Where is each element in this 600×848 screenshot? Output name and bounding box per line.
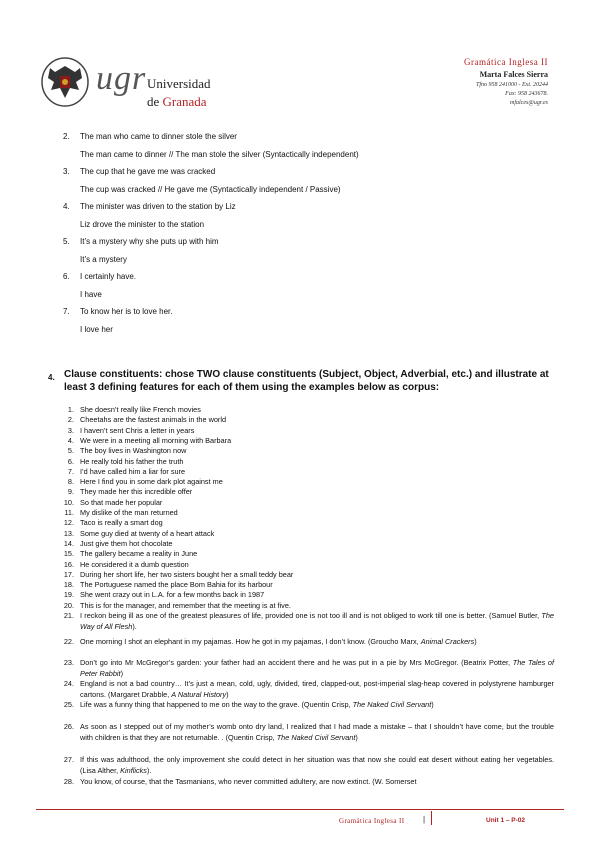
example-text: [80, 658, 554, 679]
example-number: 11.: [64, 508, 74, 517]
example-source-title: The Tales of Peter Rabbit: [80, 658, 555, 678]
example-number: 22.: [63, 637, 74, 646]
example-number: 14.: [63, 538, 74, 548]
example-quote: I reckon being ill as one of the greatest pleasures of life, provided one is not too ill and is not obliged to work till one is better. (Samuel Butler,: [80, 611, 542, 620]
example-number: 24.: [63, 679, 74, 688]
example-text: My dislike of the man returned: [80, 508, 178, 517]
example-number: 16.: [63, 559, 74, 569]
example-text: You know, of course, that the Tasmanians, who never committed adultery, are now extinct. (W. Somerset: [80, 777, 417, 786]
example-number: 20.: [63, 600, 74, 610]
item-answer: I love her: [80, 325, 113, 334]
example-source-title: Animal Crackers: [420, 637, 475, 646]
example-number: 18.: [63, 580, 74, 590]
university-crest-icon: [40, 56, 90, 108]
university-de: de: [147, 94, 160, 109]
example-number: 7.: [67, 466, 74, 476]
teacher-name: Marta Falces Sierra: [479, 70, 548, 79]
example-text: During her short life, her two sisters bought her a small teddy bear: [80, 569, 294, 579]
example-number: 15.: [63, 549, 74, 559]
example-text: [80, 755, 554, 776]
example-text: She went crazy out in L.A. for a few months back in 1987: [80, 590, 265, 600]
example-text: They made her this incredible offer: [80, 487, 193, 497]
example-text: The boy lives in Washington now: [80, 446, 187, 456]
university-name-line2: [147, 94, 207, 110]
example-number: 19.: [63, 590, 74, 600]
example-number: 8.: [67, 477, 74, 487]
item-sentence: The man who came to dinner stole the silver: [80, 132, 237, 141]
example-number: 13.: [63, 528, 74, 538]
example-number: 25.: [63, 700, 74, 709]
teacher-phone: Tfno 958 241000 - Ext. 20244: [476, 82, 548, 88]
item-sentence: The cup that he gave me was cracked: [80, 167, 216, 176]
item-sentence: It’s a mystery why she puts up with him: [80, 237, 219, 246]
example-text: Just give them hot chocolate: [80, 538, 173, 548]
item-number: 3.: [63, 167, 70, 176]
item-answer: The man came to dinner // The man stole the silver (Syntactically independent): [80, 150, 359, 159]
example-text: So that made her popular: [80, 497, 163, 507]
item-number: 7.: [63, 307, 70, 316]
example-close: ): [355, 732, 358, 742]
example-number: 27.: [63, 755, 74, 764]
university-name-line1: Universidad: [147, 76, 211, 91]
university-granada: Granada: [162, 94, 207, 109]
example-close: ): [120, 668, 123, 678]
example-text: I haven’t sent Chris a letter in years: [80, 425, 195, 435]
example-number: 10.: [63, 497, 74, 507]
example-quote: Life was a funny thing that happened to me on the way to the grave. (Quentin Crisp,: [80, 700, 353, 709]
example-close: ): [474, 637, 477, 646]
item-answer: I have: [80, 290, 102, 299]
example-number: 6.: [67, 456, 74, 466]
item-answer: Liz drove the minister to the station: [80, 220, 205, 229]
example-quote: As soon as I stepped out of my mother’s womb onto dry land, I realized that I had made a mistake – that I shouldn’t have come, but the trouble with children is that they are not returnable. . (Quentin Crisp,: [80, 722, 554, 742]
course-title: Gramática Inglesa II: [464, 57, 548, 67]
example-number: 21.: [63, 611, 74, 620]
ugr-logo-text: ugr: [96, 60, 147, 97]
item-sentence: The minister was driven to the station by Liz: [80, 202, 236, 211]
item-number: 4.: [63, 202, 70, 211]
example-number: 28.: [63, 777, 74, 786]
example-text: The gallery became a reality in June: [80, 549, 198, 559]
example-source-title: A Natural History: [171, 689, 227, 699]
example-text: [80, 722, 554, 743]
example-quote: England is not a bad country… It’s just a mean, cold, ugly, divided, tired, clapped-out, post-imperial slag-heap covered in polystyrene hamburger cartons. (Margaret Drabble,: [80, 679, 554, 699]
footer-separator: |: [423, 815, 426, 824]
teacher-fax: Fax: 958 243678.: [505, 91, 548, 97]
section-heading: Clause constituents: chose TWO clause constituents (Subject, Object, Adverbial, etc.) and illustrate at least 3 defining features for each of them using the examples below as corpus:: [64, 369, 549, 393]
example-text: The Portuguese named the place Bom Bahia for its harbour: [80, 580, 273, 590]
example-number: 9.: [67, 487, 74, 497]
example-text: We were in a meeting all morning with Barbara: [80, 435, 232, 445]
example-text: This is for the manager, and remember that the meeting is at five.: [80, 600, 291, 610]
item-sentence: I certainly have.: [80, 272, 137, 281]
item-number: 2.: [63, 132, 70, 141]
example-close: ): [431, 700, 434, 709]
example-quote: If this was adulthood, the only improvement she could detect in her situation was that now she could eat desert without eating her vegetables. (Lisa Alther,: [80, 755, 554, 775]
example-text: [80, 700, 554, 711]
example-source-title: The Naked Civil Servant: [352, 700, 432, 709]
example-close: ): [226, 689, 229, 699]
section-number: 4.: [48, 373, 55, 382]
example-source-title: Kinflicks: [120, 765, 147, 775]
item-answer: It’s a mystery: [80, 255, 127, 264]
example-number: 23.: [63, 658, 74, 667]
example-number: 5.: [67, 446, 74, 456]
example-text: Here I find you in some dark plot against me: [80, 477, 223, 487]
example-text: [80, 637, 554, 648]
example-text: She doesn’t really like French movies: [80, 405, 201, 414]
example-number: 4.: [67, 435, 74, 445]
example-number: 26.: [63, 722, 74, 731]
example-number: 12.: [63, 518, 74, 528]
example-number: 3.: [67, 425, 74, 435]
teacher-email: mfalces@ugr.es: [509, 100, 548, 106]
example-close: ).: [146, 765, 152, 775]
example-text: [80, 611, 554, 632]
example-text: Taco is really a smart dog: [80, 518, 163, 528]
item-sentence: To know her is to love her.: [80, 307, 173, 316]
example-number: 17.: [63, 569, 74, 579]
example-text: He considered it a dumb question: [80, 559, 189, 569]
example-quote: Don’t go into Mr McGregor’s garden: your father had an accident there and he was put in a pie by Mrs McGregor. (Beatrix Potter,: [80, 658, 513, 667]
example-text: Some guy died at twenty of a heart attack: [80, 528, 215, 538]
item-number: 5.: [63, 237, 70, 246]
example-text: He really told his father the truth: [80, 456, 184, 466]
example-text: Cheetahs are the fastest animals in the world: [80, 415, 227, 425]
example-source-title: The Way of All Flesh: [80, 611, 554, 631]
footer-course: Gramática Inglesa II: [339, 817, 405, 825]
example-number: 2.: [67, 415, 74, 425]
example-number: 1.: [67, 405, 74, 414]
example-text: I’d have called him a liar for sure: [80, 466, 186, 476]
item-answer: The cup was cracked // He gave me (Syntactically independent / Passive): [80, 185, 341, 194]
footer-page-number: Unit 1 – P-02: [486, 817, 526, 824]
item-number: 6.: [63, 272, 70, 281]
example-quote: One morning I shot an elephant in my pajamas. How he got in my pajamas, I don’t know. (Groucho Marx,: [80, 637, 421, 646]
example-close: ).: [132, 621, 137, 631]
example-source-title: The Naked Civil Servant: [276, 732, 356, 742]
example-text: [80, 679, 554, 700]
